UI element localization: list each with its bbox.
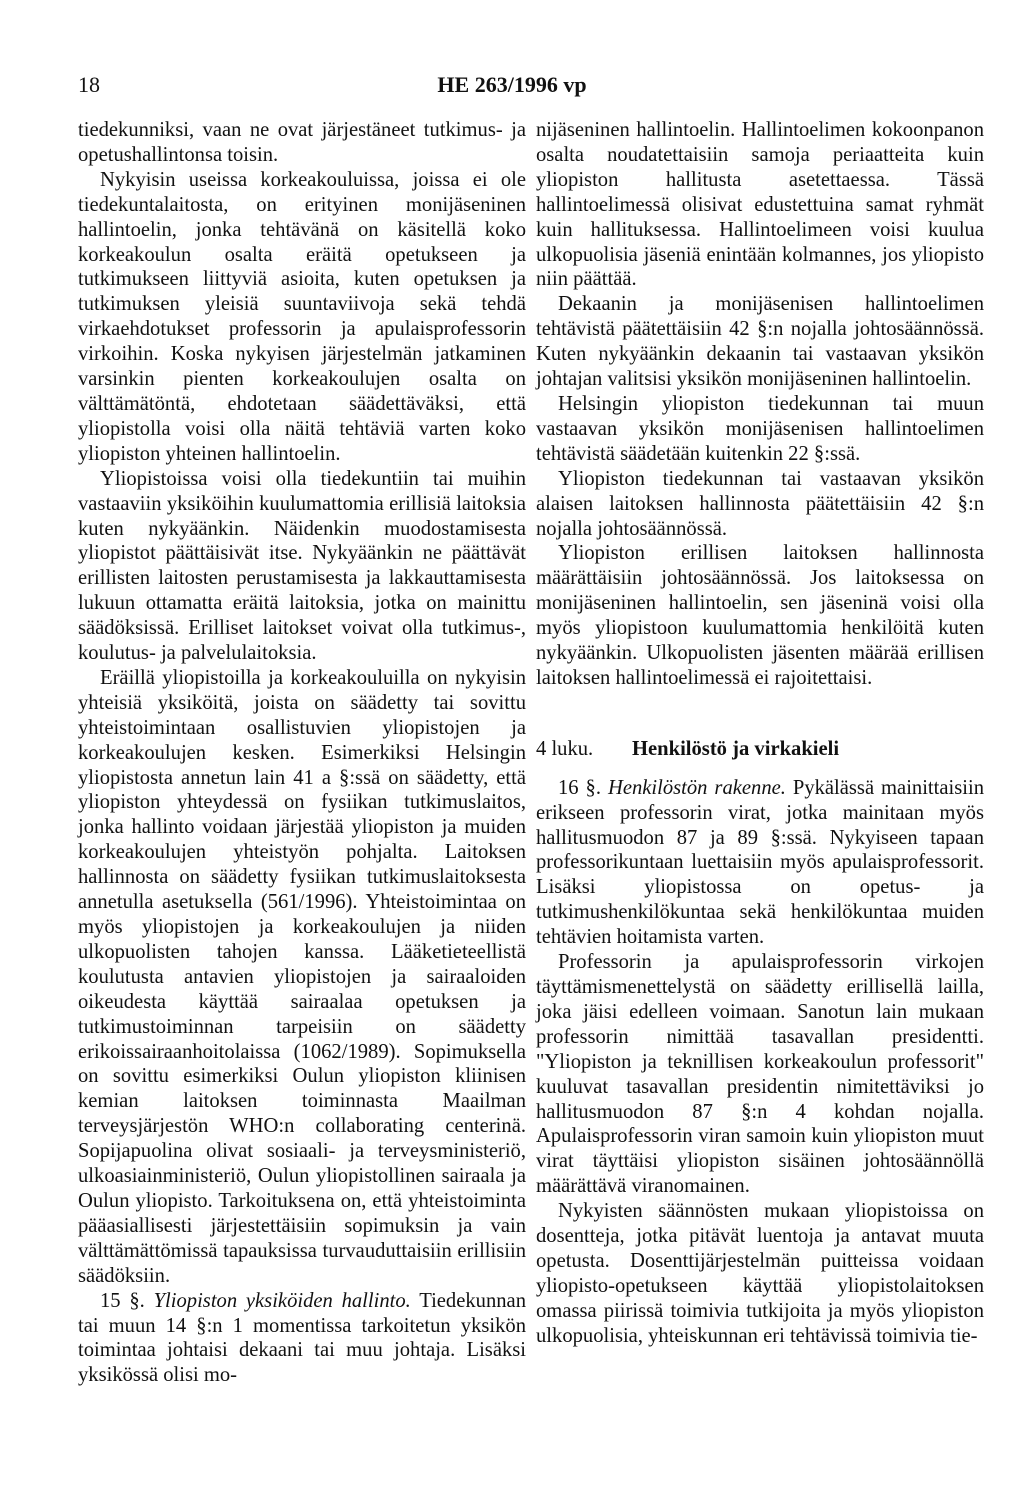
paragraph: Nykyisten säännösten mukaan yliopistoissa on dosentteja, jotka pitävät luentoja ja antavat muuta opetusta. Dosenttijärjestelmän puitteissa voidaan yliopisto-opetukseen käyttää yliopistolaitoksen omassa piirissä toimivia tutkijoita ja myös yliopiston ulkopuolisia, yhteiskunnan eri tehtävissä toimivia tie- — [536, 1200, 984, 1347]
section-number: 15 §. — [100, 1289, 145, 1312]
right-column — [536, 118, 984, 1349]
section-title: Yliopiston yksiköiden hallinto. — [153, 1289, 411, 1312]
section-number: 16 §. — [558, 776, 601, 799]
paragraph: nijäseninen hallintoelin. Hallintoelimen kokoonpanon osalta noudatettaisiin samoja periaatteita kuin yliopiston hallitusta asetettaessa. Tässä hallintoelimessä olisivat edustettuina samat ryhmät kuin hallituksessa. Hallintoelimeen voisi kuulua ulkopuolisia jäseniä enintään kolmannes, jos yliopisto niin päättää. — [536, 119, 984, 291]
chapter-heading — [536, 737, 984, 762]
paragraph: Nykyisin useissa korkeakouluissa, joissa ei ole tiedekuntalaitosta, on erityinen monijäseninen hallintoelin, jonka tehtävänä on käsitellä koko korkeakoulun osalta eräitä opetukseen ja tutkimukseen liittyviä asioita, kuten opetuksen ja tutkimuksen yleisiä suuntaviivoja sekä tehdä virkaehdotukset professorin ja apulaisprofessorin virkoihin. Koska nykyisen järjestelmän jatkaminen varsinkin pienten korkeakoulujen osalta on välttämätöntä, ehdotetaan säädettäväksi, että yliopistolla voisi olla näitä tehtäviä varten koko yliopiston yhteinen hallintoelin. — [78, 168, 526, 465]
paragraph: Yliopiston erillisen laitoksen hallinnosta määrättäisiin johtosäännössä. Jos laitoksessa on monijäseninen hallintoelin, sen jäseninä voisi olla myös yliopistoon kuulumattomia henkilöitä kuten nykyäänkin. Ulkopuolisten jäsenten määrää erillisen laitoksen hallintoelimessä ei rajoitettaisi. — [536, 542, 984, 689]
paragraph: Yliopiston tiedekunnan tai vastaavan yksikön alaisen laitoksen hallinnosta päätettäisiin 42 §:n nojalla johtosäännössä. — [536, 467, 984, 540]
section-text: Pykälässä mainittaisiin erikseen professorin virat, jotka mainitaan myös hallitusmuodon 87 ja 89 §:ssä. Nykyiseen tapaan professorikuntaan luettaisiin myös apulaisprofessorit. Lisäksi yliopistossa on opetus- ja tutkimushenkilökuntaa sekä henkilökuntaa muiden tehtävien hoitamista varten. — [536, 776, 984, 949]
chapter-number: 4 luku. — [536, 737, 594, 760]
left-column — [78, 118, 526, 1388]
paragraph: Dekaanin ja monijäsenisen hallintoelimen tehtävistä päätettäisiin 42 §:n nojalla johtosäännössä. Kuten nykyäänkin dekaanin tai vastaavan yksikön johtajan valitsisi yksikön monijäseninen hallintoelin. — [536, 293, 984, 391]
paragraph: Helsingin yliopiston tiedekunnan tai muun vastaavan yksikön monijäsenisen hallintoelimen tehtävistä säädetään kuitenkin 22 §:ssä. — [536, 392, 984, 465]
running-head: HE 263/1996 vp — [437, 72, 587, 97]
paragraph: tiedekunniksi, vaan ne ovat järjestäneet tutkimus- ja opetushallintonsa toisin. — [78, 119, 526, 166]
page-number: 18 — [78, 72, 100, 97]
paragraph: Professorin ja apulaisprofessorin virkojen täyttämismenettelystä on säädetty erillisellä lailla, joka jäisi edelleen voimaan. Sanotun lain mukaan professorin nimittää tasavallan presidentti. "Yliopiston ja teknillisen korkeakoulun professorit" kuuluvat tasavallan presidentin nimitettäviksi jo hallitusmuodon 87 §:n 4 kohdan nojalla. Apulaisprofessorin viran samoin kuin yliopiston muut virat täyttäisi yliopiston sisäinen johtosäännöllä määrättävä viranomainen. — [536, 951, 984, 1198]
paragraph: Eräillä yliopistoilla ja korkeakouluilla on nykyisin yhteisiä yksiköitä, joista on säädetty tai sovittu yhteistoimintaan osallistuvien yliopistojen ja korkeakoulujen kesken. Esimerkiksi Helsingin yliopistosta annetun lain 41 a §:ssä on säädetty, että yliopiston yhteydessä on fysiikan tutkimuslaitos, jonka hallinto voidaan järjestää yliopiston ja muiden korkeakoulujen yhteistyön pohjalta. Laitoksen hallinnosta on säädetty fysiikan tutkimuslaitoksesta annetulla asetuksella (561/1996). Yhteistoimintaa on myös yliopistojen ja korkeakoulujen ja niiden ulkopuolisten tahojen kanssa. Lääketieteellistä koulutusta antavien yliopistojen ja sairaaloiden oikeudesta käyttää sairaalaa opetuksen ja tutkimustoiminnan tarpeisiin on säädetty erikoissairaanhoitolaissa (1062/1989). Sopimuksella on sovittu esimerkiksi Oulun yliopiston kliinisen kemian laitoksen toiminnasta Maailman terveysjärjestön WHO:n collaborating centerinä. Sopijapuolina olivat sosiaali- ja terveysministeriö, ulkoasiainministeriö, Oulun yliopistollinen sairaala ja Oulun yliopisto. Tarkoituksena on, että yhteistoiminta pääasiallisesti järjestettäisiin sopimuksin ja vain välttämättömissä tapauksissa turvauduttaisiin erillisiin säädöksiin. — [78, 666, 526, 1287]
chapter-title: Henkilöstö ja virkakieli — [632, 737, 840, 760]
section-16-paragraph — [536, 776, 984, 950]
section-15-paragraph — [78, 1289, 526, 1389]
section-text: Tiedekunnan tai muun 14 §:n 1 momentissa tarkoitetun yksikön toimintaa johtaisi dekaani tai muu johtaja. Lisäksi yksikössä olisi mo- — [78, 1289, 526, 1387]
section-title: Henkilöstön rakenne. — [607, 776, 786, 799]
paragraph: Yliopistoissa voisi olla tiedekuntiin tai muihin vastaaviin yksiköihin kuulumattomia erillisiä laitoksia kuten nykyäänkin. Näidenkin muodostamisesta yliopistot päättäisivät itse. Nykyäänkin ne päättävät erillisten laitosten perustamisesta ja lakkauttamisesta lukuun ottamatta eräitä laitoksia, jotka on mainittu säädöksissä. Erilliset laitokset voivat olla tutkimus-, koulutus- ja palvelulaitoksia. — [78, 467, 526, 665]
